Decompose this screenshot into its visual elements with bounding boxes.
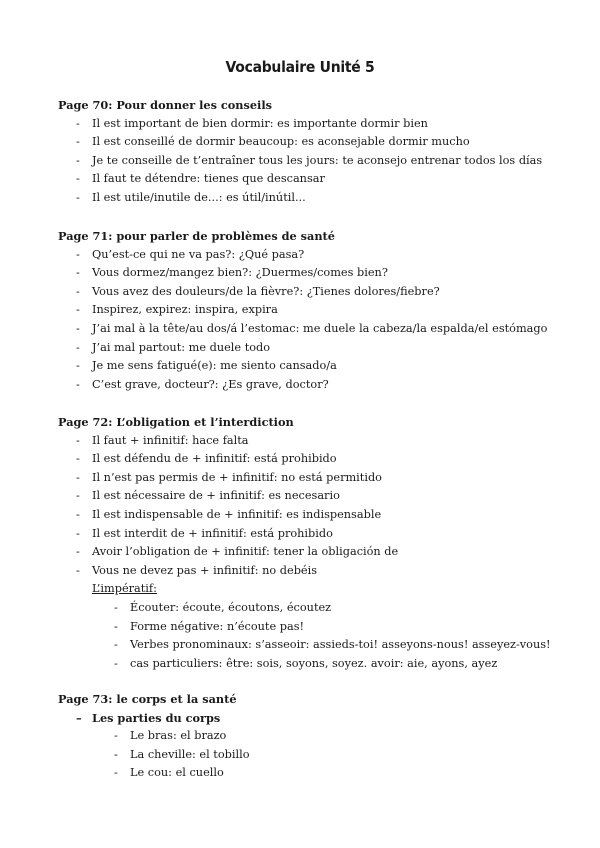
list-item: - Il est important de bien dormir: es importante dormir bien <box>76 116 428 130</box>
list-item: - Il faut te détendre: tienes que descansar <box>76 172 325 186</box>
section-heading: Page 72: L’obligation et l’interdiction <box>58 415 294 429</box>
list-item: - Vous dormez/mangez bien?: ¿Duermes/comes bien? <box>76 266 388 280</box>
list-item-bold: – Les parties du corps <box>76 710 221 725</box>
item-list <box>58 432 578 581</box>
list-item: - Je te conseille de t’entraîner tous les jours: te aconsejo entrenar todos los días <box>76 153 543 167</box>
list-item: - La cheville: el tobillo <box>114 747 250 761</box>
list-item: - Je me sens fatigué(e): me siento cansado/a <box>76 359 337 373</box>
imperative-subheading: L’impératif: <box>92 582 157 596</box>
list-item: - Forme négative: n’écoute pas! <box>114 619 305 633</box>
list-item: - Il n’est pas permis de + infinitif: no está permitido <box>76 470 382 484</box>
document-title: Vocabulaire Unité 5 <box>225 58 375 76</box>
section-page-71 <box>58 227 578 394</box>
list-item: - Avoir l’obligation de + infinitif: tener la obligación de <box>76 545 399 559</box>
list-item: - Il est défendu de + infinitif: está prohibido <box>76 452 337 466</box>
list-item: - C’est grave, docteur?: ¿Es grave, doctor? <box>76 377 329 391</box>
sub-item-list <box>58 599 578 673</box>
list-item: - Verbes pronominaux: s’asseoir: assieds-toi! asseyons-nous! asseyez-vous! <box>114 638 551 652</box>
list-item: - Vous avez des douleurs/de la fièvre?: ¿Tienes dolores/fiebre? <box>76 284 440 298</box>
list-item: - J’ai mal à la tête/au dos/á l’estomac: me duele la cabeza/la espalda/el estómago <box>76 321 548 335</box>
list-item: - Vous ne devez pas + infinitif: no debéis <box>76 563 318 577</box>
section-heading: Page 71: pour parler de problèmes de santé <box>58 229 335 243</box>
item-list <box>58 709 578 728</box>
section-heading: Page 73: le corps et la santé <box>58 692 237 706</box>
list-item: - Le cou: el cuello <box>114 766 224 780</box>
list-item: - Il est indispensable de + infinitif: es indispensable <box>76 507 382 521</box>
list-item: - Inspirez, expirez: inspira, expira <box>76 303 278 317</box>
item-list <box>58 246 578 395</box>
section-page-72 <box>58 413 578 673</box>
section-page-73 <box>58 690 578 783</box>
list-item: - Qu’est-ce qui ne va pas?: ¿Qué pasa? <box>76 247 305 261</box>
list-item: - Il est conseillé de dormir beaucoup: es aconsejable dormir mucho <box>76 135 470 149</box>
list-item: - Il est interdit de + infinitif: está prohibido <box>76 526 333 540</box>
list-item: - Il est utile/inutile de...: es útil/inútil... <box>76 190 306 204</box>
item-list <box>58 115 578 208</box>
list-item: - cas particuliers: être: sois, soyons, soyez. avoir: aie, ayons, ayez <box>114 656 498 670</box>
section-page-70 <box>58 96 578 208</box>
list-item: - J’ai mal partout: me duele todo <box>76 340 271 354</box>
list-item: - Le bras: el brazo <box>114 729 227 743</box>
section-heading: Page 70: Pour donner les conseils <box>58 98 273 112</box>
sub-item-list <box>58 727 578 783</box>
list-item: - Il est nécessaire de + infinitif: es necesario <box>76 489 340 503</box>
list-item: - Écouter: écoute, écoutons, écoutez <box>114 600 332 614</box>
list-item: - Il faut + infinitif: hace falta <box>76 433 249 447</box>
